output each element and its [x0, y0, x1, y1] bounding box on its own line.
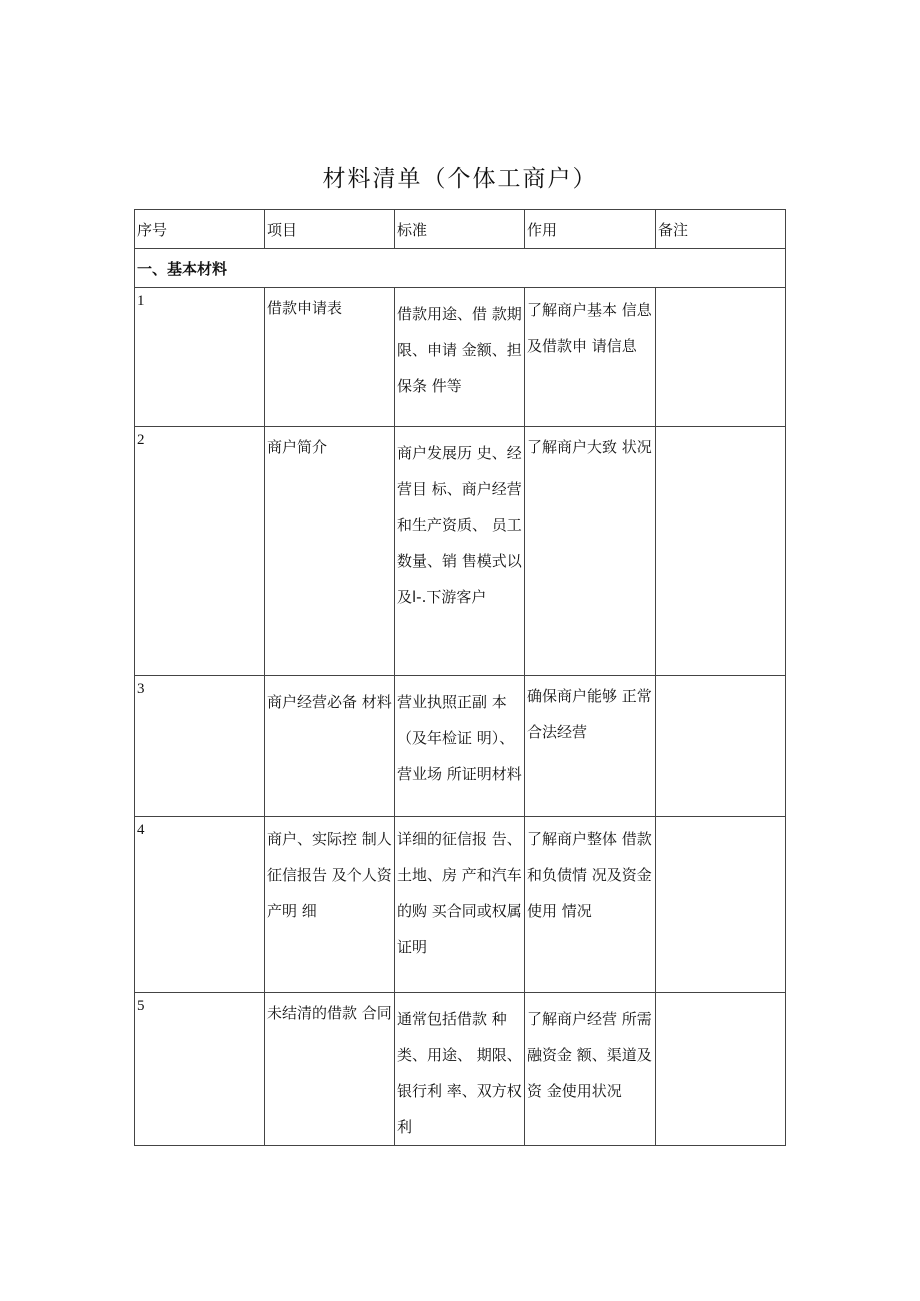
row-standard: 借款用途、借 款期限、申请 金额、担保条 件等	[397, 305, 522, 395]
row-number: 5	[137, 998, 145, 1014]
row-item: 未结清的借款 合同	[267, 1004, 392, 1022]
header-cell: 作用	[525, 210, 656, 249]
row-purpose: 了解商户大致 状况	[527, 438, 652, 456]
table-row	[135, 676, 786, 817]
row-note	[656, 817, 785, 819]
table-row	[135, 427, 786, 676]
row-standard: 商户发展历 史、经营目 标、商户经营 和生产资质、 员工数量、销 售模式以及l-.下游客户	[397, 444, 522, 606]
materials-table	[134, 209, 786, 1146]
header-cell: 标准	[395, 210, 525, 249]
header-cell: 项目	[265, 210, 395, 249]
section-heading: 一、基本材料	[135, 249, 786, 288]
row-note	[656, 676, 785, 678]
row-purpose: 了解商户经营 所需融资金 额、渠道及资 金使用状况	[527, 1010, 652, 1100]
row-number: 3	[137, 681, 145, 697]
header-cell: 序号	[135, 210, 265, 249]
row-standard: 营业执照正副 本（及年检证 明）、营业场 所证明材料	[397, 693, 522, 783]
row-number: 4	[137, 822, 145, 838]
row-purpose: 了解商户整体 借款和负债情 况及资金使用 情况	[527, 830, 652, 920]
header-cell: 备注	[656, 210, 786, 249]
row-number: 2	[137, 432, 145, 448]
row-purpose: 了解商户基本 信息及借款申 请信息	[527, 301, 652, 355]
row-note	[656, 993, 785, 995]
table-row	[135, 993, 786, 1146]
section-row	[135, 249, 786, 288]
row-item: 商户经营必备 材料	[267, 693, 392, 711]
row-item: 商户简介	[267, 438, 328, 456]
document-title: 材料清单（个体工商户）	[322, 166, 598, 192]
row-purpose: 确保商户能够 正常合法经营	[527, 687, 652, 741]
row-note	[656, 427, 785, 429]
table-row	[135, 817, 786, 993]
row-item: 商户、实际控 制人征信报告 及个人资产明 细	[267, 830, 392, 920]
row-standard: 详细的征信报 告、土地、房 产和汽车的购 买合同或权属 证明	[397, 830, 522, 956]
table-header-row	[135, 210, 786, 249]
row-number: 1	[137, 293, 145, 309]
row-standard: 通常包括借款 种类、用途、 期限、银行利 率、双方权利	[397, 1010, 522, 1136]
table-row	[135, 288, 786, 427]
row-note	[656, 288, 785, 290]
row-item: 借款申请表	[267, 299, 343, 317]
